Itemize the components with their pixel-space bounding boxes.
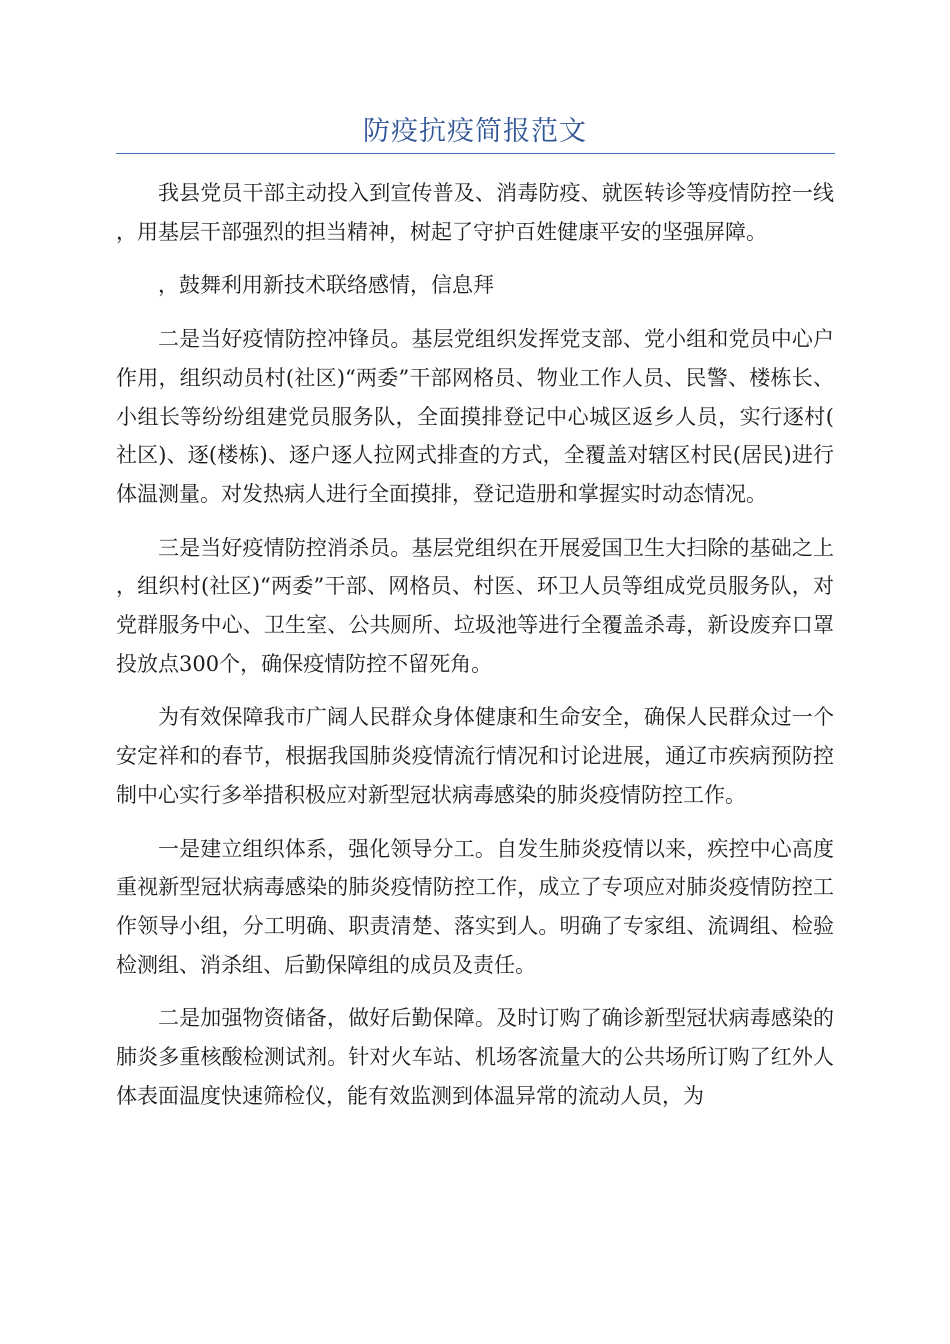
- paragraph-2: ，鼓舞利用新技术联络感情，信息拜: [158, 273, 494, 298]
- paragraph-1: 我县党员干部主动投入到宣传普及、消毒防疫、就医转诊等疫情防控一线，用基层干部强烈的担当精神，树起了守护百姓健康平安的坚强屏障。: [116, 181, 834, 244]
- paragraph-3: 二是当好疫情防控冲锋员。基层党组织发挥党支部、党小组和党员中心户作用，组织动员村(社区)“两委”干部网格员、物业工作人员、民警、楼栋长、小组长等纷纷组建党员服务队，全面摸排登记中心城区返乡人员，实行逐村(社区)、逐(楼栋)、逐户逐人拉网式排查的方式，全覆盖对辖区村民(居民)进行体温测量。对发热病人进行全面摸排，登记造册和掌握实时动态情况。: [116, 327, 834, 506]
- document-body: [116, 174, 834, 1130]
- paragraph-7: 二是加强物资储备，做好后勤保障。及时订购了确诊新型冠状病毒感染的肺炎多重核酸检测试剂。针对火车站、机场客流量大的公共场所订购了红外人体表面温度快速筛检仪，能有效监测到体温异常的流动人员，为: [116, 1006, 834, 1108]
- paragraph-6: 一是建立组织体系，强化领导分工。自发生肺炎疫情以来，疾控中心高度重视新型冠状病毒感染的肺炎疫情防控工作，成立了专项应对肺炎疫情防控工作领导小组，分工明确、职责清楚、落实到人。明确了专家组、流调组、检验检测组、消杀组、后勤保障组的成员及责任。: [116, 836, 834, 977]
- paragraph-4: 三是当好疫情防控消杀员。基层党组织在开展爱国卫生大扫除的基础之上，组织村(社区)“两委”干部、网格员、村医、环卫人员等组成党员服务队，对党群服务中心、卫生室、公共厕所、垃圾池等进行全覆盖杀毒，新设废弃口罩投放点300个，确保疫情防控不留死角。: [116, 535, 834, 676]
- paragraph-5: 为有效保障我市广阔人民群众身体健康和生命安全，确保人民群众过一个安定祥和的春节，根据我国肺炎疫情流行情况和讨论进展，通辽市疾病预防控制中心实行多举措积极应对新型冠状病毒感染的肺炎疫情防控工作。: [116, 705, 834, 807]
- title-underline: [116, 153, 835, 154]
- document-title: 防疫抗疫简报范文: [363, 116, 587, 147]
